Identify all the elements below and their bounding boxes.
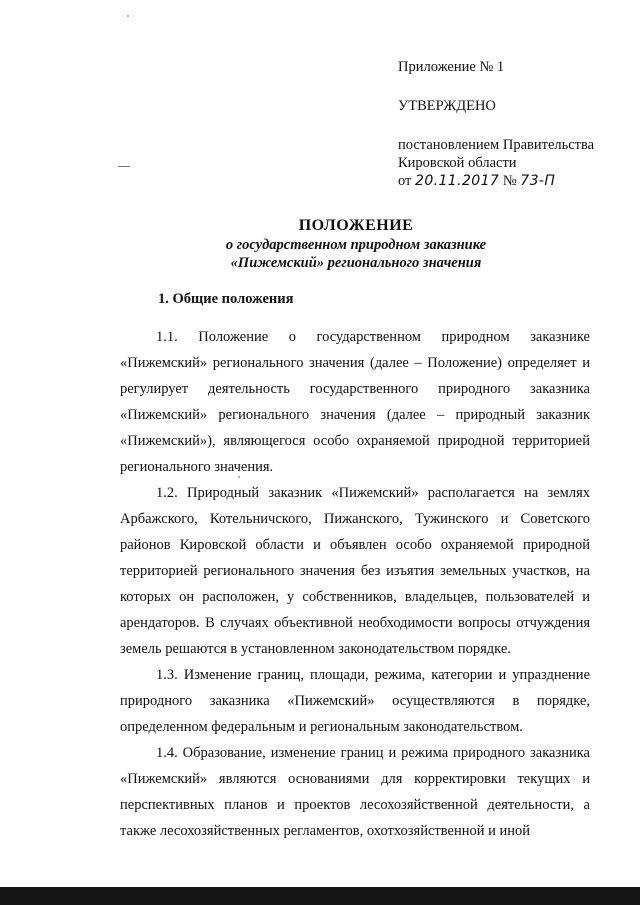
paragraph-line: «Пижемский» регионального значения (далее – природный заказник	[120, 407, 590, 423]
paragraph-line: перспективных планов и проектов лесохозяйственной деятельности, а	[120, 797, 590, 813]
approval-date-line	[398, 172, 630, 190]
paragraph-line: 1.3. Изменение границ, площади, режима, категории и упразднение	[156, 667, 590, 683]
approval-stamp-block	[398, 58, 630, 190]
paragraph-3	[120, 662, 590, 740]
paragraph-line: также лесохозяйственных регламентов, охотхозяйственной и иной	[120, 823, 531, 839]
scan-speck	[238, 476, 240, 478]
paragraph-line: районов Кировской области и объявлен особо охраняемой природной	[120, 537, 590, 553]
document-title-block	[120, 216, 592, 272]
paragraph-1	[120, 324, 590, 480]
paragraph-line: которых он расположен, у собственников, владельцев, пользователей и	[120, 589, 590, 605]
paragraph-line: Арбажского, Котельничского, Пижанского, Тужинского и Советского	[120, 511, 590, 527]
paragraph-line: «Пижемский»), являющегося особо охраняемой природной территорией	[120, 433, 590, 449]
date-prefix: от	[398, 173, 412, 189]
document-subtitle-line-2: «Пижемский» регионального значения	[230, 255, 482, 271]
paragraph-line: земель решаются в установленном законодательством порядке.	[120, 641, 511, 657]
number-sign: №	[502, 173, 517, 189]
approved-by-line-1: постановлением Правительства	[398, 137, 595, 153]
document-title: ПОЛОЖЕНИЕ	[298, 217, 414, 234]
scan-speck	[127, 15, 129, 17]
handwritten-number: 73-П	[520, 173, 556, 189]
section-heading: 1. Общие положения	[158, 291, 294, 307]
approved-by-line-2: Кировской области	[398, 155, 517, 171]
handwritten-date: 20.11.2017	[415, 173, 500, 189]
paragraph-4	[120, 740, 590, 844]
paragraph-2	[120, 480, 590, 662]
margin-dash	[118, 166, 130, 167]
appendix-label: Приложение № 1	[398, 59, 505, 75]
paragraph-line: 1.2. Природный заказник «Пижемский» располагается на землях	[156, 485, 590, 501]
paragraph-line: «Пижемский» регионального значения (далее – Положение) определяет и	[120, 355, 590, 371]
document-subtitle-line-1: о государственном природном заказнике	[225, 237, 487, 253]
paragraph-line: территорией регионального значения без изъятия земельных участков, на	[120, 563, 590, 579]
scan-bottom-edge	[0, 887, 640, 905]
paragraph-line: 1.4. Образование, изменение границ и режима природного заказника	[156, 745, 590, 761]
paragraph-line: природного заказника «Пижемский» осуществляются в порядке,	[120, 693, 590, 709]
paragraph-line: «Пижемский» являются основаниями для корректировки текущих и	[120, 771, 590, 787]
approved-label: УТВЕРЖДЕНО	[398, 98, 496, 114]
paragraph-line: арендаторов. В случаях объективной необходимости вопросы отчуждения	[120, 615, 590, 631]
body-text	[120, 324, 590, 844]
paragraph-line: 1.1. Положение о государственном природном заказнике	[156, 329, 590, 345]
paragraph-line: определенном федеральным и региональным законодательством.	[120, 719, 523, 735]
paragraph-line: регулирует деятельность государственного природного заказника	[120, 381, 590, 397]
paragraph-line: регионального значения.	[120, 459, 274, 475]
